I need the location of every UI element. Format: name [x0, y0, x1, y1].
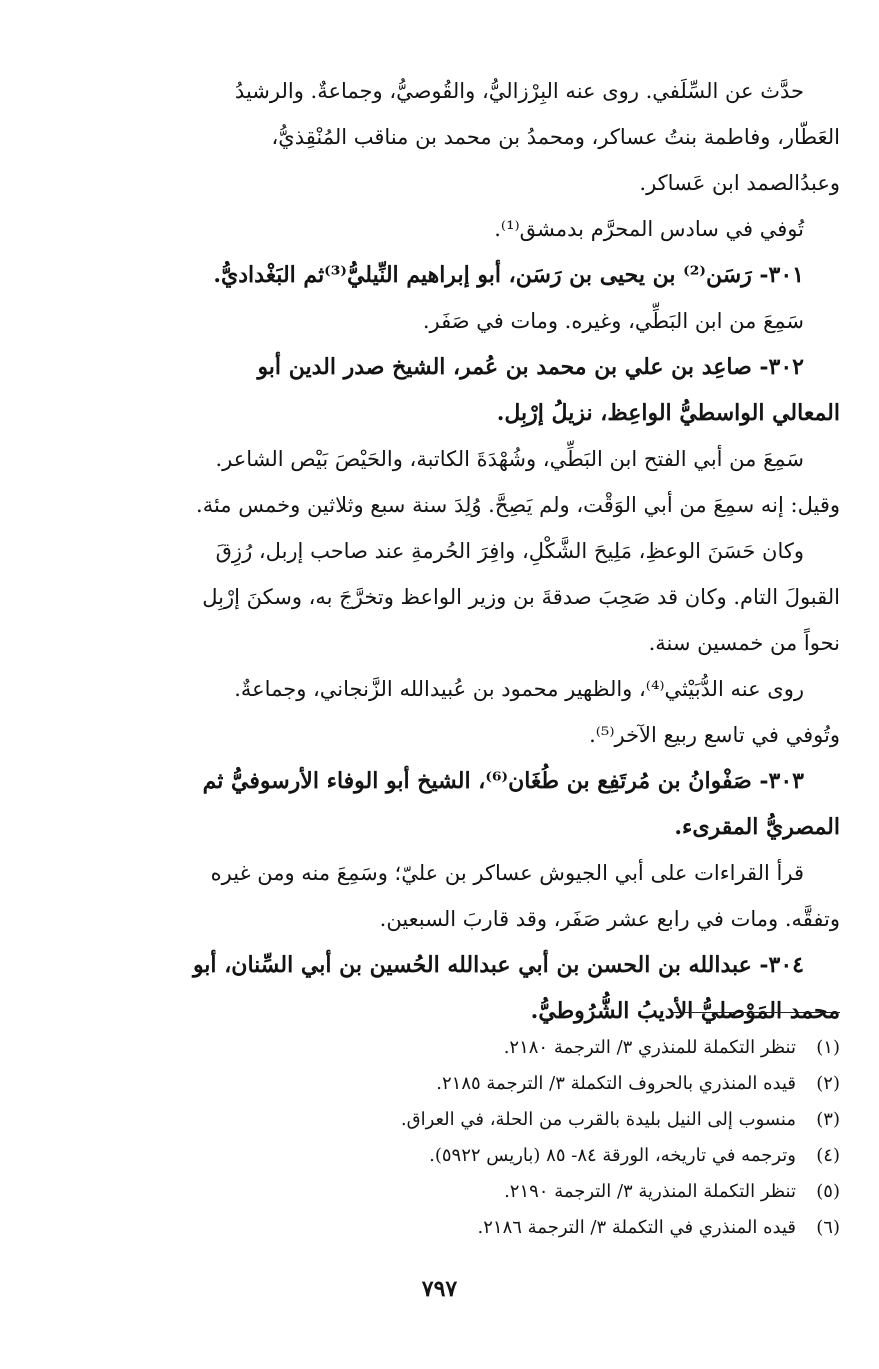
text-line: وكان حَسَنَ الوعظِ، مَلِيحَ الشَّكْلِ، وافِرَ الحُرمةِ عند صاحب إربل، رُزِقَ: [215, 539, 804, 563]
text-line: سَمِعَ من ابن البَطِّي، وغيره. ومات في صَفَر.: [422, 309, 804, 333]
footnotes: [40, 1030, 840, 1246]
text-line: وتُوفي في تاسع ربيع الآخر⁽⁵⁾.: [589, 723, 840, 747]
text-line: وقيل: إنه سمِعَ من أبي الوَقْت، ولم يَصِحَّ. وُلِدَ سنة سبع وثلاثين وخمس مئة.: [196, 493, 840, 517]
footnote-text: تنظر التكملة للمنذري ٣/ الترجمة ٢١٨٠.: [503, 1037, 796, 1058]
footnote: [40, 1030, 840, 1066]
footnote-number: (٣): [816, 1109, 840, 1130]
footnote: [40, 1138, 840, 1174]
footnote-number: (٥): [816, 1181, 840, 1202]
text-line: القبولَ التام. وكان قد صَحِبَ صدقةَ بن وزير الواعظ وتخرَّجَ به، وسكنَ إرْبِل: [202, 585, 840, 609]
text-line: وعبدُالصمد ابن عَساكر.: [639, 171, 840, 195]
entry-heading: ٣٠٤- عبدالله بن الحسن بن أبي عبدالله الحُسين بن أبي السِّنان، أبو: [192, 952, 804, 978]
text-line: العَطّار، وفاطمة بنتُ عساكر، ومحمدُ بن محمد بن مناقب المُنْقِذيُّ،: [271, 125, 840, 149]
footnote-text: قيده المنذري بالحروف التكملة ٣/ الترجمة ٢١٨٥.: [436, 1073, 796, 1094]
text-line: وتفقَّه. ومات في رابع عشر صَفَر، وقد قاربَ السبعين.: [379, 907, 840, 931]
footnote-text: تنظر التكملة المنذرية ٣/ الترجمة ٢١٩٠.: [504, 1181, 796, 1202]
main-text: [40, 68, 840, 1034]
entry-heading: المصريُّ المقرىء.: [674, 814, 840, 840]
footnote-number: (٢): [816, 1073, 840, 1094]
text-line: نحواً من خمسين سنة.: [648, 631, 840, 655]
entry-heading: ٣٠١- رَسَن⁽²⁾ بن يحيى بن رَسَن، أبو إبراهيم النِّيليُّ⁽³⁾ثم البَغْداديُّ.: [213, 262, 804, 288]
text-line: حدَّث عن السِّلَفي. روى عنه البِرْزاليُّ، والقُوصيُّ، وجماعةٌ. والرشيدُ: [234, 79, 804, 103]
footnote-number: (٤): [816, 1145, 840, 1166]
entry-heading: المعالي الواسطيُّ الواعِظ، نزيلُ إرْبِل.: [496, 400, 840, 426]
footnote: [40, 1102, 840, 1138]
text-line: تُوفي في سادس المحرَّم بدمشق⁽¹⁾.: [494, 217, 804, 241]
footnote-text: قيده المنذري في التكملة ٣/ الترجمة ٢١٨٦.: [477, 1217, 796, 1238]
footnote: [40, 1174, 840, 1210]
footnote-text: منسوب إلى النيل بليدة بالقرب من الحلة، في العراق.: [400, 1109, 796, 1130]
text-line: روى عنه الدُّبَيْثي⁽⁴⁾، والظهير محمود بن عُبيدالله الزَّنجاني، وجماعةٌ.: [234, 677, 804, 701]
footnote-number: (١): [816, 1037, 840, 1058]
entry-heading: محمد المَوْصليُّ الأديبُ الشُّرُوطيُّ.: [530, 998, 840, 1024]
footnote-text: وترجمه في تاريخه، الورقة ٨٤- ٨٥ (باريس ٥٩٢٢).: [429, 1145, 796, 1166]
footnote: [40, 1210, 840, 1246]
footnote-number: (٦): [816, 1217, 840, 1238]
entry-heading: ٣٠٢- صاعِد بن علي بن محمد بن عُمر، الشيخ صدر الدين أبو: [257, 354, 804, 380]
page-number: ٧٩٧: [421, 1276, 458, 1302]
text-line: قرأ القراءات على أبي الجيوش عساكر بن عليّ؛ وسَمِعَ منه ومن غيره: [210, 861, 804, 885]
footnote-divider: [672, 1012, 840, 1013]
footnote: [40, 1066, 840, 1102]
entry-heading: ٣٠٣- صَفْوانُ بن مُرتَفِع بن طُغَان⁽⁶⁾، الشيخ أبو الوفاء الأرسوفيُّ ثم: [202, 768, 804, 794]
text-line: سَمِعَ من أبي الفتح ابن البَطِّي، وشُهْدَةَ الكاتبة، والحَيْصَ بَيْص الشاعر.: [215, 447, 804, 471]
